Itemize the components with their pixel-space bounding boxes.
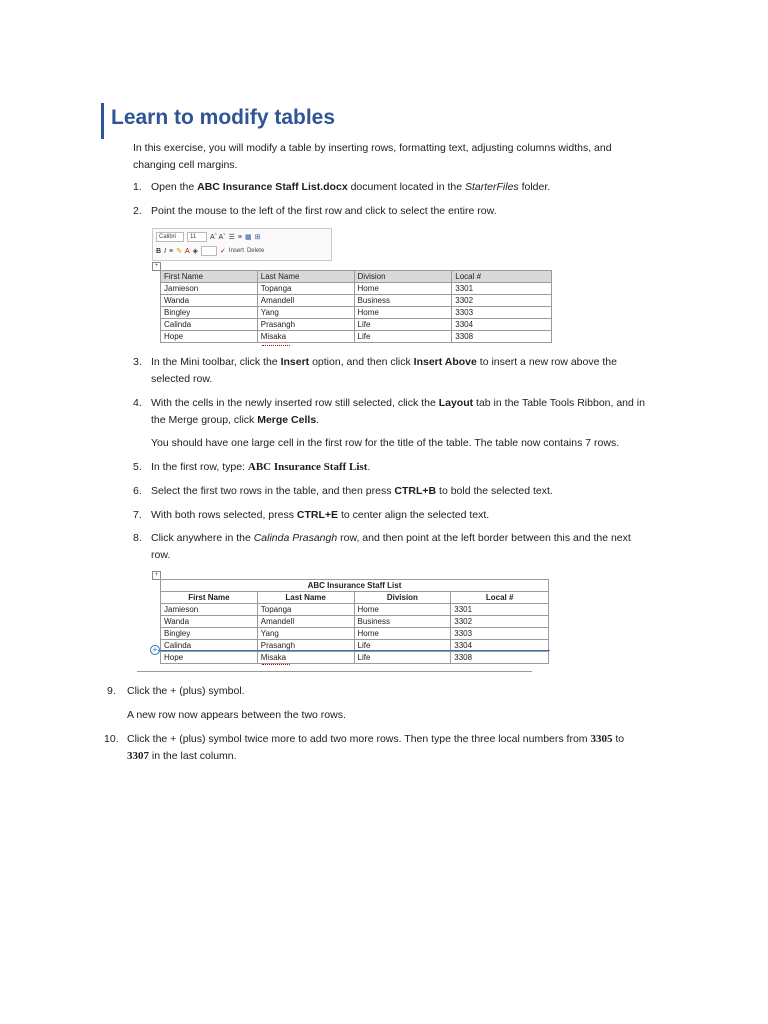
table-2-header-cell[interactable]: First Name [161,592,258,604]
step-1-folder: StarterFiles [464,181,519,193]
table-cell[interactable]: Amandell [257,295,354,307]
table-1-row [161,319,552,331]
step-9-note: A new row now appears between the two rows. [127,709,346,721]
align-icon[interactable]: ≡ [169,247,174,255]
step-5-part: . [367,461,371,473]
step-10-part: to [612,733,625,745]
title-accent-bar [101,103,104,139]
step-10-text [127,731,637,765]
table-cell[interactable]: Bingley [161,628,258,640]
step-4-note: You should have one large cell in the first row for the title of the table. The table now contains 7 rows. [151,437,620,449]
table-cell[interactable]: Home [354,628,451,640]
step-9-number: 9. [107,685,116,697]
step-4-part: With the cells in the newly inserted row still selected, click the [151,397,439,409]
table-1-header-row[interactable] [161,271,552,283]
table-cell[interactable]: Hope [161,652,258,664]
staff-table-2 [160,579,549,664]
table-cell[interactable]: Home [354,307,452,319]
table-cell[interactable]: Prasangh [257,640,354,652]
table-cell[interactable]: Yang [257,628,354,640]
step-6-number: 6. [133,485,142,497]
table-2-header-cell[interactable]: Division [354,592,451,604]
step-3-part: In the Mini toolbar, click the [151,356,281,368]
table-cell[interactable]: Home [354,604,451,616]
step-8-part: Click anywhere in the [151,532,254,544]
numbering-icon[interactable]: ≡ [237,233,242,241]
table-2-row [161,604,549,616]
table-cell[interactable]: 3301 [451,604,549,616]
table-cell[interactable]: Topanga [257,604,354,616]
insert-option[interactable]: Insert [228,248,244,254]
step-2-number: 2. [133,205,142,217]
table-cell[interactable]: Wanda [161,295,258,307]
table-cell[interactable]: 3303 [452,307,552,319]
step-1-part: Open the [151,181,198,193]
font-name-box[interactable]: Calibri [156,232,184,242]
font-color-icon[interactable]: A [184,247,190,255]
table-cell[interactable]: Wanda [161,616,258,628]
table-2-row [161,616,549,628]
step-9-text: Click the + (plus) symbol. [127,685,245,697]
grow-shrink-font-icon[interactable]: Aˆ Aˇ [210,233,226,241]
step-5-part: In the first row, type: [151,461,248,473]
step-5-title-text: ABC Insurance Staff List [247,461,368,473]
table-1-header-cell[interactable]: First Name [161,271,258,283]
step-7-number: 7. [133,509,142,521]
table-cell[interactable]: Topanga [257,283,354,295]
step-7-part: to center align the selected text. [338,509,490,521]
table-1-row [161,331,552,343]
table-move-handle-icon[interactable]: + [152,571,161,580]
table-cell[interactable]: Business [354,616,451,628]
table-2-header-cell[interactable]: Local # [451,592,549,604]
toolbar-row-2 [156,245,264,257]
table-cell[interactable]: Life [354,331,452,343]
step-7-shortcut: CTRL+E [296,509,339,521]
step-7-text [151,507,651,524]
step-1-text [151,179,651,196]
table-style-icon[interactable]: ▦ [244,234,252,241]
step-3-insert: Insert [280,356,310,368]
ruler-line [137,671,532,672]
step-6-part: Select the first two rows in the table, and then press [151,485,395,497]
table-cell[interactable]: Jamieson [161,604,258,616]
table-cell[interactable]: Yang [257,307,354,319]
delete-option[interactable]: Delete [246,248,265,254]
step-1-part: folder. [518,181,551,193]
table-insert-icon[interactable]: ⊞ [254,234,261,241]
step-1-number: 1. [133,181,142,193]
highlight-icon[interactable]: ✎ [176,248,182,255]
page-title: Learn to modify tables [111,106,336,129]
insert-row-plus-icon[interactable]: + [150,645,160,655]
eraser-icon[interactable]: ✓ [220,248,226,255]
step-10-end-number: 3307 [127,750,149,762]
step-10-part: Click the + (plus) symbol twice more to add two more rows. Then type the three local numbers from [127,733,591,745]
table-cell[interactable]: Life [354,652,451,664]
table-cell[interactable]: Prasangh [257,319,354,331]
step-4-part: tab in the Table Tools Ribbon, and in the Merge group, click [151,397,645,426]
step-4-text [151,395,651,429]
table-cell[interactable]: Misaka [257,331,354,343]
step-6-shortcut: CTRL+B [394,485,437,497]
step-10-number: 10. [104,733,119,745]
step-4-number: 4. [133,397,142,409]
mini-toolbar [152,228,332,261]
table-cell[interactable]: 3308 [451,652,549,664]
table-1-row [161,283,552,295]
table-1-header-cell[interactable]: Local # [452,271,552,283]
table-cell[interactable]: Jamieson [161,283,258,295]
table-cell[interactable]: Bingley [161,307,258,319]
toolbar-row-1 [156,231,260,243]
table-cell[interactable]: Home [354,283,452,295]
table-cell[interactable]: Misaka [257,652,354,664]
step-1-filename: ABC Insurance Staff List.docx [197,181,348,193]
insert-row-indicator [158,650,550,651]
step-4-layout: Layout [438,397,474,409]
table-cell[interactable]: Calinda [161,640,258,652]
step-8-row-name: Calinda Prasangh [253,532,338,544]
step-10-start-number: 3305 [590,733,613,745]
shading-icon[interactable]: ◈ [192,248,199,255]
step-4-merge-cells: Merge Cells [257,414,317,426]
step-8-text [151,530,651,564]
step-3-part: to insert a new row above the selected row. [151,356,617,385]
table-cell[interactable]: 3304 [451,640,549,652]
table-1-header-cell[interactable]: Last Name [257,271,354,283]
table-1-header-cell[interactable]: Division [354,271,452,283]
step-8-part: row, and then point at the left border between this and the next row. [151,532,631,561]
table-1-row [161,307,552,319]
intro-paragraph: In this exercise, you will modify a table by inserting rows, formatting text, adjusting columns widths, and changing cell margins. [133,142,612,171]
step-5-number: 5. [133,461,142,473]
table-cell[interactable]: Calinda [161,319,258,331]
step-6-part: to bold the selected text. [436,485,553,497]
table-cell[interactable]: Life [354,640,451,652]
step-10-part: in the last column. [149,750,237,762]
bold-icon[interactable]: B [156,247,162,255]
table-2-row [161,628,549,640]
step-1-part: document located in the [347,181,465,193]
staff-table-1 [160,270,552,343]
table-cell[interactable]: 3303 [451,628,549,640]
step-4-part: . [316,414,320,426]
step-6-text [151,483,651,500]
table-2-header-row[interactable] [161,592,549,604]
font-size-box[interactable]: 11 [187,232,207,242]
table-cell[interactable]: Amandell [257,616,354,628]
table-cell[interactable]: 3301 [452,283,552,295]
spelling-squiggle [262,663,290,665]
step-2-text: Point the mouse to the left of the first row and click to select the entire row. [151,205,497,217]
table-cell[interactable]: 3308 [452,331,552,343]
step-7-part: With both rows selected, press [151,509,297,521]
table-2-title-cell[interactable]: ABC Insurance Staff List [161,580,549,592]
step-3-insert-above: Insert Above [413,356,477,368]
table-1-row [161,295,552,307]
table-2-row [161,652,549,664]
table-move-handle-icon[interactable]: + [152,262,161,271]
step-3-text [151,354,651,388]
italic-icon[interactable]: I [164,247,167,255]
step-8-number: 8. [133,532,142,544]
bullets-icon[interactable]: ☰ [228,234,235,241]
table-2-title-row[interactable] [161,580,549,592]
table-cell[interactable]: 3302 [451,616,549,628]
table-cell[interactable]: Business [354,295,452,307]
borders-box[interactable] [201,246,217,256]
step-5-text [151,459,651,476]
table-2-header-cell[interactable]: Last Name [257,592,354,604]
table-cell[interactable]: Life [354,319,452,331]
table-cell[interactable]: Hope [161,331,258,343]
step-3-part: option, and then click [309,356,414,368]
table-cell[interactable]: 3302 [452,295,552,307]
spelling-squiggle [262,344,290,346]
table-cell[interactable]: 3304 [452,319,552,331]
step-3-number: 3. [133,356,142,368]
